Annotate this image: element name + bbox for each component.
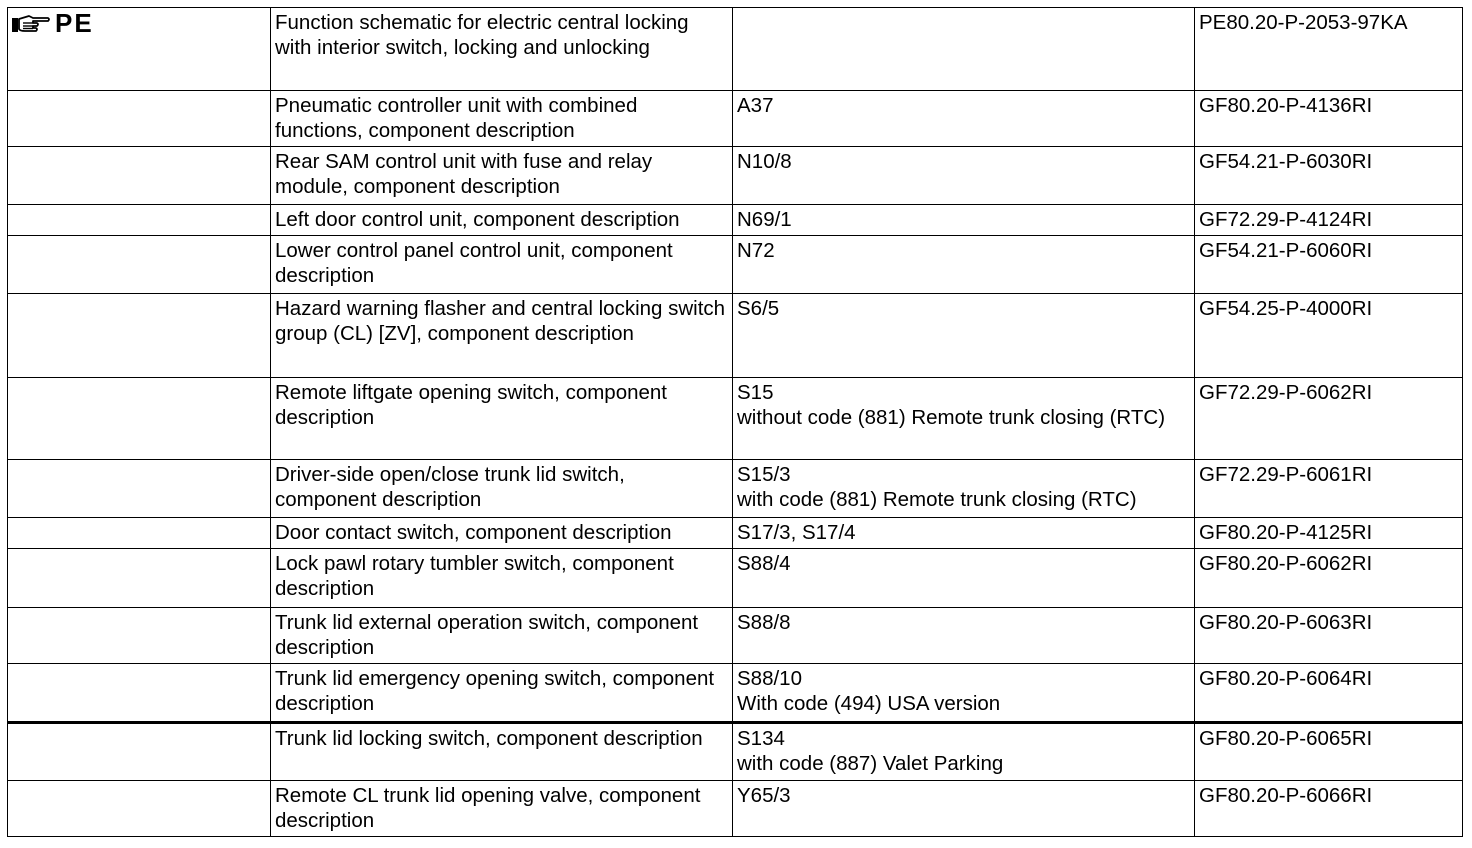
table-row: [8, 460, 1463, 518]
section-marker-cell: [8, 8, 271, 91]
code-condition: with code (881) Remote trunk closing (RTC): [737, 488, 1137, 511]
code-cell: [733, 549, 1195, 608]
table-row: [8, 608, 1463, 664]
empty-cell: [8, 147, 271, 205]
table-row: [8, 378, 1463, 460]
reference-link[interactable]: GF80.20-P-6062RI: [1195, 549, 1463, 608]
code-line: S134: [737, 727, 785, 750]
table-body: [8, 8, 1463, 837]
empty-cell: [8, 460, 271, 518]
description-cell: Rear SAM control unit with fuse and relay module, component description: [271, 147, 733, 205]
empty-cell: [8, 91, 271, 147]
reference-link[interactable]: GF72.29-P-6062RI: [1195, 378, 1463, 460]
table-row: [8, 205, 1463, 236]
code-line: S17/3, S17/4: [737, 521, 856, 544]
code-cell: [733, 781, 1195, 837]
empty-cell: [8, 378, 271, 460]
code-line: N10/8: [737, 150, 792, 173]
code-line: S88/8: [737, 611, 791, 634]
description-cell: Remote CL trunk lid opening valve, component description: [271, 781, 733, 837]
code-cell: [733, 147, 1195, 205]
table-row: [8, 723, 1463, 781]
empty-cell: [8, 608, 271, 664]
code-cell: [733, 460, 1195, 518]
table-row: [8, 8, 1463, 91]
code-condition: with code (887) Valet Parking: [737, 752, 1004, 775]
reference-link[interactable]: GF72.29-P-4124RI: [1195, 205, 1463, 236]
code-line: S88/4: [737, 552, 791, 575]
code-cell: [733, 664, 1195, 723]
empty-cell: [8, 664, 271, 723]
table-row: [8, 294, 1463, 378]
empty-cell: [8, 518, 271, 549]
description-cell: Hazard warning flasher and central locking switch group (CL) [ZV], component description: [271, 294, 733, 378]
code-cell: [733, 8, 1195, 91]
table-row: [8, 518, 1463, 549]
reference-link[interactable]: GF80.20-P-4136RI: [1195, 91, 1463, 147]
code-line: S15/3: [737, 463, 791, 486]
description-cell: Trunk lid external operation switch, component description: [271, 608, 733, 664]
description-cell: Left door control unit, component description: [271, 205, 733, 236]
code-cell: [733, 518, 1195, 549]
code-line: S88/10: [737, 667, 802, 690]
description-cell: Pneumatic controller unit with combined functions, component description: [271, 91, 733, 147]
description-cell: Function schematic for electric central locking with interior switch, locking and unlocking: [271, 8, 733, 91]
reference-link[interactable]: GF72.29-P-6061RI: [1195, 460, 1463, 518]
reference-link[interactable]: GF80.20-P-4125RI: [1195, 518, 1463, 549]
code-condition: With code (494) USA version: [737, 692, 1001, 715]
description-cell: Door contact switch, component description: [271, 518, 733, 549]
reference-link[interactable]: GF54.25-P-4000RI: [1195, 294, 1463, 378]
empty-cell: [8, 205, 271, 236]
code-cell: [733, 236, 1195, 294]
empty-cell: [8, 723, 271, 781]
reference-link[interactable]: GF80.20-P-6064RI: [1195, 664, 1463, 723]
code-cell: [733, 723, 1195, 781]
empty-cell: [8, 236, 271, 294]
code-cell: [733, 91, 1195, 147]
table-row: [8, 236, 1463, 294]
description-cell: Trunk lid emergency opening switch, component description: [271, 664, 733, 723]
description-cell: Driver-side open/close trunk lid switch, component description: [271, 460, 733, 518]
table-row: [8, 549, 1463, 608]
code-cell: [733, 378, 1195, 460]
pointing-hand-icon: [11, 13, 51, 35]
reference-link[interactable]: GF80.20-P-6065RI: [1195, 723, 1463, 781]
code-line: S15: [737, 381, 774, 404]
reference-link[interactable]: PE80.20-P-2053-97KA: [1195, 8, 1463, 91]
code-cell: [733, 294, 1195, 378]
table-row: [8, 664, 1463, 723]
reference-link[interactable]: GF54.21-P-6060RI: [1195, 236, 1463, 294]
code-cell: [733, 205, 1195, 236]
code-line: Y65/3: [737, 784, 791, 807]
reference-link[interactable]: GF80.20-P-6063RI: [1195, 608, 1463, 664]
section-label: PE: [55, 8, 94, 38]
description-cell: Trunk lid locking switch, component description: [271, 723, 733, 781]
code-cell: [733, 608, 1195, 664]
table-row: [8, 781, 1463, 837]
empty-cell: [8, 781, 271, 837]
reference-link[interactable]: GF54.21-P-6030RI: [1195, 147, 1463, 205]
table-row: [8, 91, 1463, 147]
table-row: [8, 147, 1463, 205]
description-cell: Remote liftgate opening switch, component description: [271, 378, 733, 460]
reference-link[interactable]: GF80.20-P-6066RI: [1195, 781, 1463, 837]
description-cell: Lock pawl rotary tumbler switch, component description: [271, 549, 733, 608]
reference-table: [7, 7, 1463, 837]
code-line: N69/1: [737, 208, 792, 231]
description-cell: Lower control panel control unit, component description: [271, 236, 733, 294]
empty-cell: [8, 294, 271, 378]
empty-cell: [8, 549, 271, 608]
code-line: A37: [737, 94, 774, 117]
code-condition: without code (881) Remote trunk closing (RTC): [737, 406, 1166, 429]
code-line: S6/5: [737, 297, 780, 320]
code-line: N72: [737, 239, 775, 262]
